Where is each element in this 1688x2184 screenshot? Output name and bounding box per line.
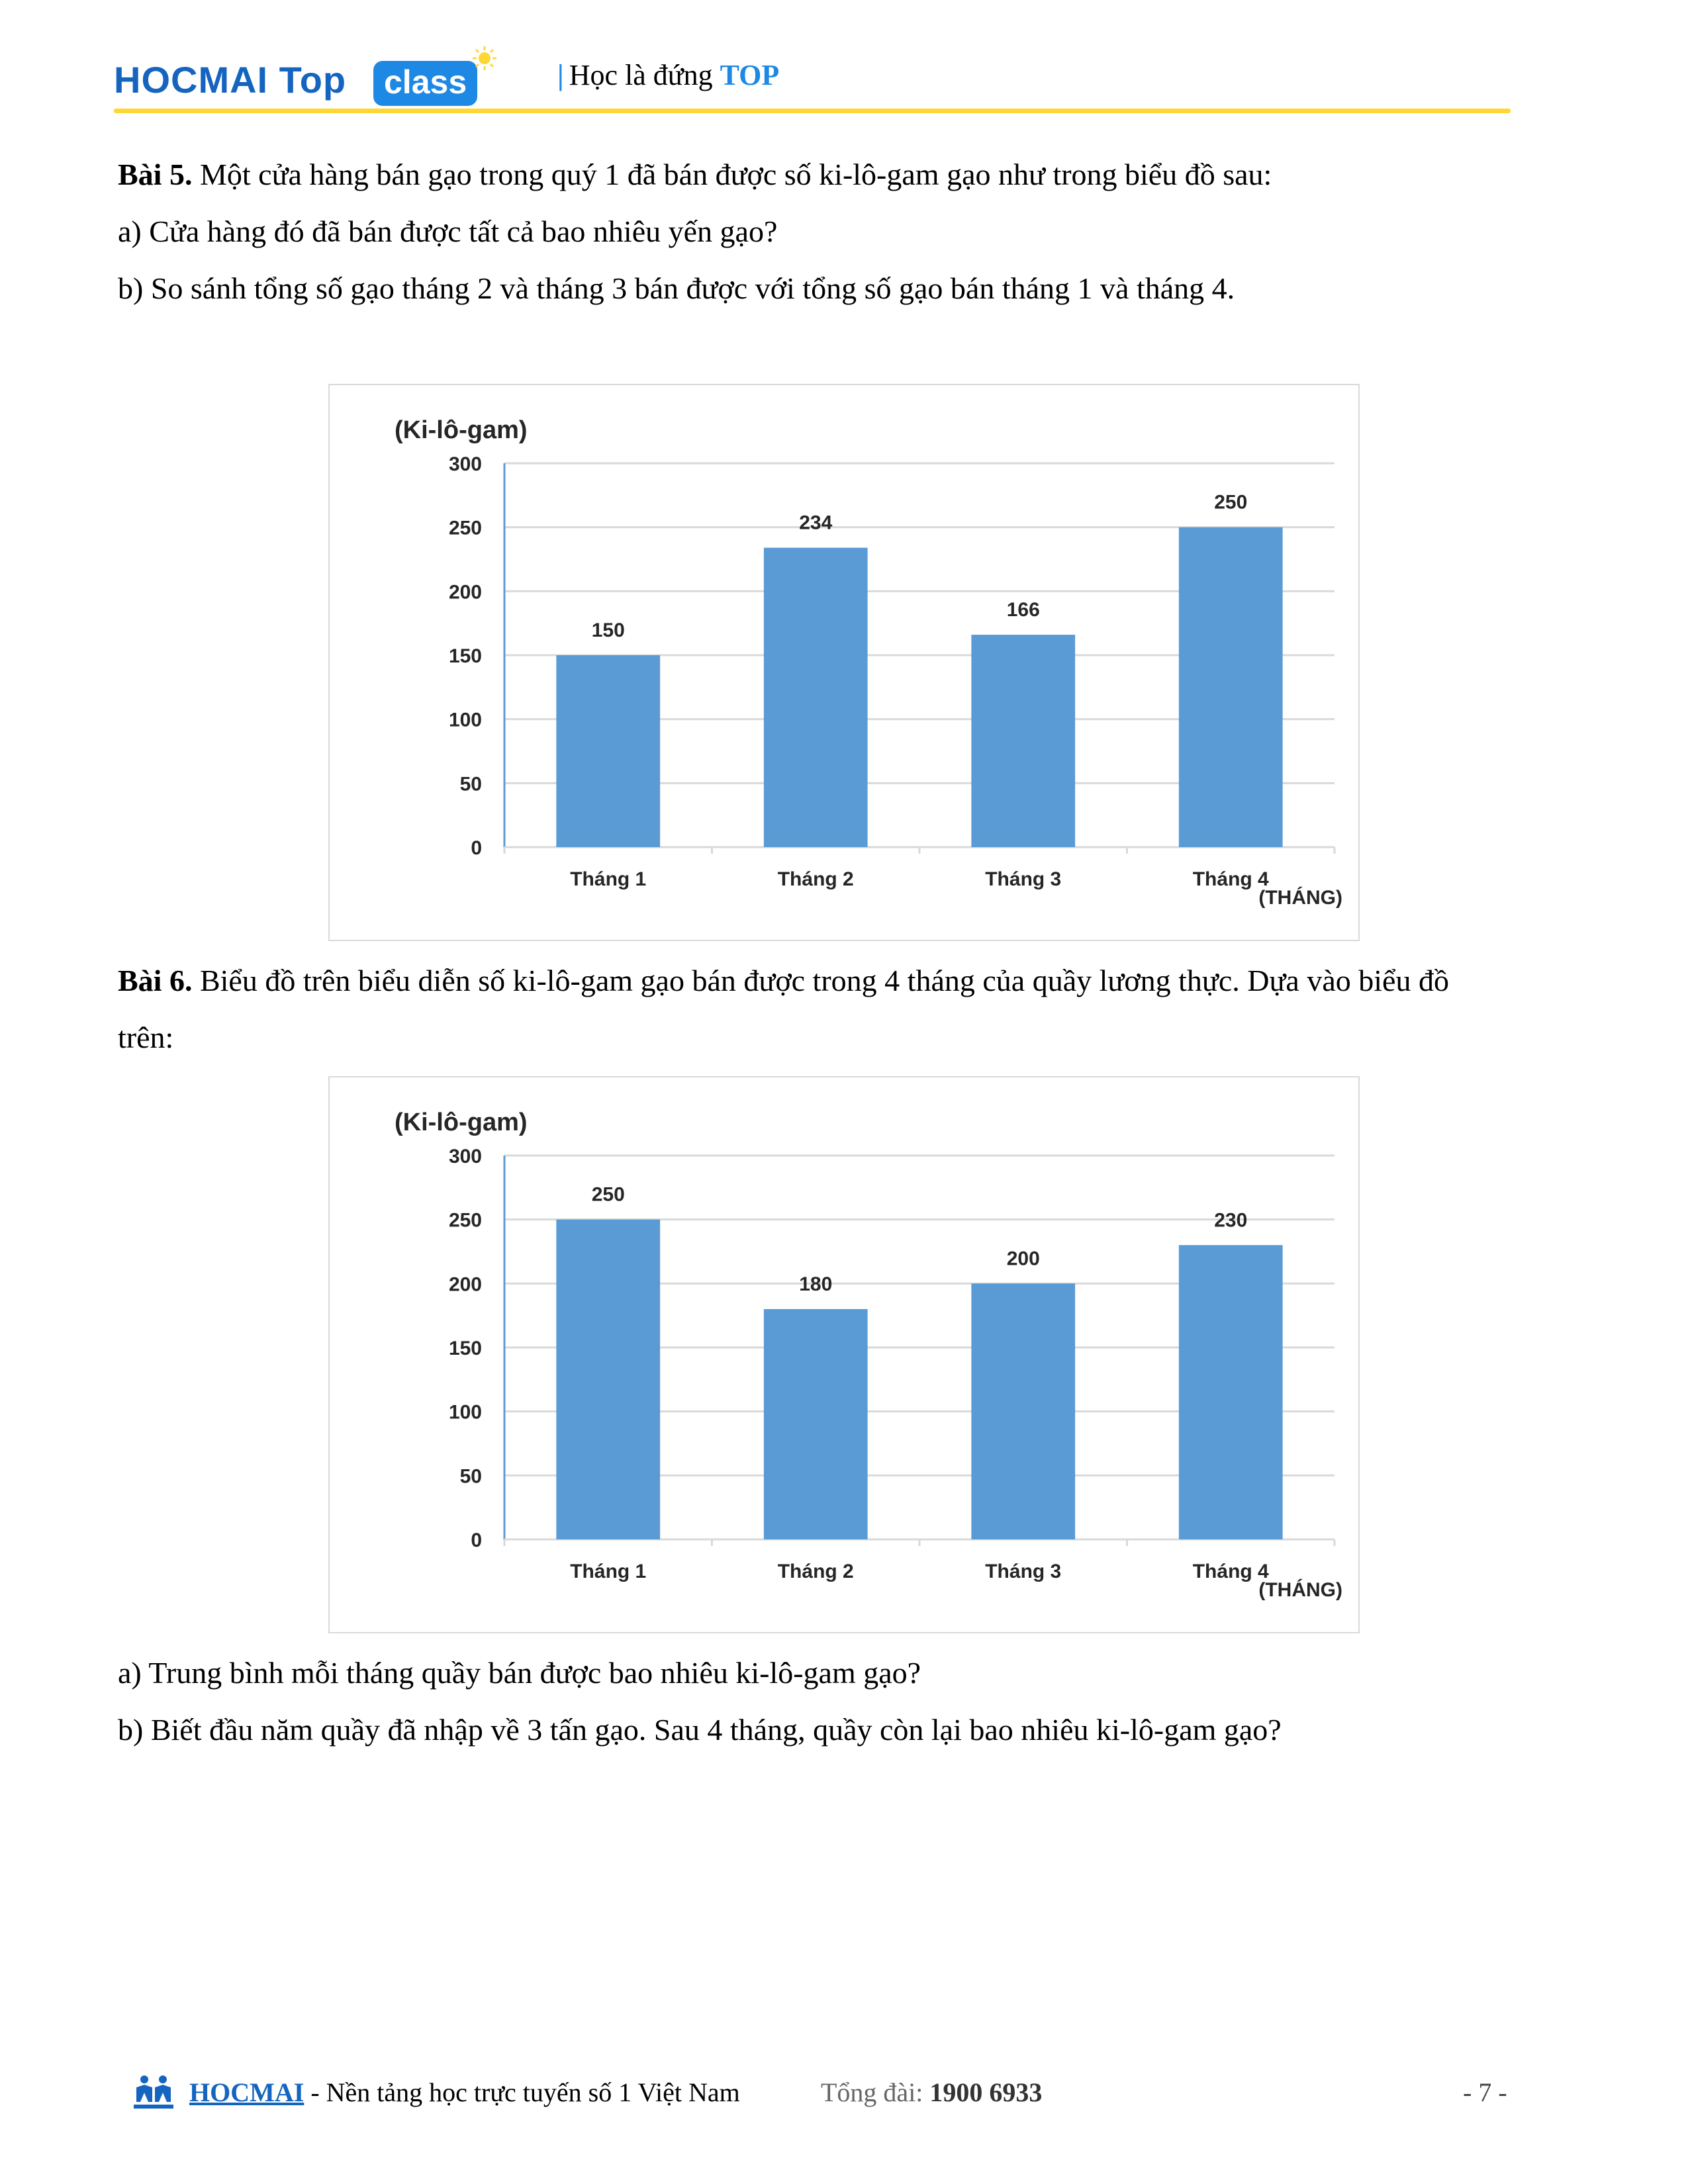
y-tick-label: 100: [448, 1401, 482, 1424]
data-label: 200: [1006, 1248, 1040, 1270]
y-tick-label: 150: [448, 645, 482, 667]
footer-phone-label: Tổng đài:: [821, 2077, 930, 2107]
footer-tagline: [189, 2077, 740, 2108]
x-tick-label: Tháng 2: [777, 868, 854, 890]
footer-tagline-text: - Nền tảng học trực tuyến số 1 Việt Nam: [304, 2077, 740, 2107]
data-label: 230: [1214, 1209, 1248, 1232]
footer-phone-number: 1900 6933: [929, 2077, 1043, 2107]
hocmai-footer-logo-icon: [130, 2073, 177, 2114]
bai6-text: Biểu đồ trên biểu diễn số ki-lô-gam gạo bán được trong 4 tháng của quầy lương thực. Dựa vào biểu đồ: [192, 964, 1449, 997]
bar: [764, 548, 868, 847]
bai6-question-a: a) Trung bình mỗi tháng quầy bán được bao nhiêu ki-lô-gam gạo?: [118, 1656, 921, 1690]
logo-class-badge: class: [373, 61, 477, 106]
bai5-statement: [118, 156, 1272, 193]
bai6-question-b: b) Biết đầu năm quầy đã nhập về 3 tấn gạo. Sau 4 tháng, quầy còn lại bao nhiêu ki-lô-gam gạo?: [118, 1713, 1282, 1747]
y-tick-label: 300: [448, 453, 482, 475]
y-axis-title: (Ki-lô-gam): [395, 416, 528, 444]
header-slogan: | Học là đứng TOP: [557, 59, 780, 91]
data-label: 180: [799, 1273, 833, 1295]
sun-icon: [471, 45, 498, 71]
y-tick-label: 150: [448, 1338, 482, 1359]
bai6-chart: [328, 1076, 1360, 1633]
page-number: - 7 -: [1463, 2077, 1507, 2107]
bai6-label: Bài 6.: [118, 964, 193, 997]
slogan-top: TOP: [720, 59, 780, 91]
logo-text: HOCMAI Top: [114, 59, 347, 101]
bai5-label: Bài 5.: [118, 158, 193, 191]
bai6-bar-chart-svg: [330, 1077, 1358, 1632]
bar: [1179, 527, 1283, 847]
bar: [1179, 1245, 1283, 1539]
y-tick-label: 200: [448, 581, 482, 604]
bar: [971, 1283, 1075, 1539]
footer-phone: [821, 2077, 1042, 2108]
data-label: 234: [799, 512, 833, 534]
bai5-text: Một cửa hàng bán gạo trong quý 1 đã bán được số ki-lô-gam gạo như trong biểu đồ sau:: [192, 158, 1272, 191]
bai5-question-a: a) Cửa hàng đó đã bán được tất cả bao nhiêu yến gạo?: [118, 214, 778, 248]
footer-brand-link[interactable]: HOCMAI: [189, 2077, 305, 2107]
data-label: 150: [591, 619, 625, 641]
x-axis-title: (THÁNG): [1258, 887, 1342, 909]
y-tick-label: 300: [448, 1146, 482, 1167]
y-tick-label: 250: [448, 517, 482, 539]
bai5-bar-chart-svg: [330, 385, 1358, 940]
x-tick-label: Tháng 4: [1192, 868, 1269, 890]
bar: [764, 1309, 868, 1539]
x-tick-label: Tháng 4: [1192, 1561, 1269, 1582]
bar: [556, 655, 660, 847]
data-label: 250: [591, 1183, 625, 1206]
slogan-text: Học là đứng: [569, 59, 713, 91]
x-tick-label: Tháng 3: [985, 868, 1062, 890]
y-tick-label: 0: [471, 837, 482, 859]
y-tick-label: 250: [448, 1209, 482, 1232]
bai6-statement-cont: trên:: [118, 1021, 174, 1054]
y-tick-label: 50: [459, 1465, 482, 1488]
x-tick-label: Tháng 1: [570, 868, 647, 890]
bai6-statement: [118, 962, 1449, 999]
y-tick-label: 50: [459, 773, 482, 796]
header-rule: [114, 109, 1511, 113]
y-tick-label: 0: [471, 1529, 482, 1551]
data-label: 166: [1006, 599, 1040, 621]
x-axis-title: (THÁNG): [1258, 1579, 1342, 1601]
y-axis-title: (Ki-lô-gam): [395, 1109, 528, 1136]
bai5-question-b: b) So sánh tổng số gạo tháng 2 và tháng 3 bán được với tổng số gạo bán tháng 1 và tháng 4.: [118, 271, 1235, 305]
data-label: 250: [1214, 491, 1248, 514]
bai5-chart: [328, 384, 1360, 941]
y-tick-label: 200: [448, 1273, 482, 1296]
y-tick-label: 100: [448, 709, 482, 731]
x-tick-label: Tháng 2: [777, 1561, 854, 1582]
x-tick-label: Tháng 1: [570, 1561, 647, 1582]
x-tick-label: Tháng 3: [985, 1561, 1062, 1582]
bar: [556, 1220, 660, 1539]
bar: [971, 635, 1075, 847]
